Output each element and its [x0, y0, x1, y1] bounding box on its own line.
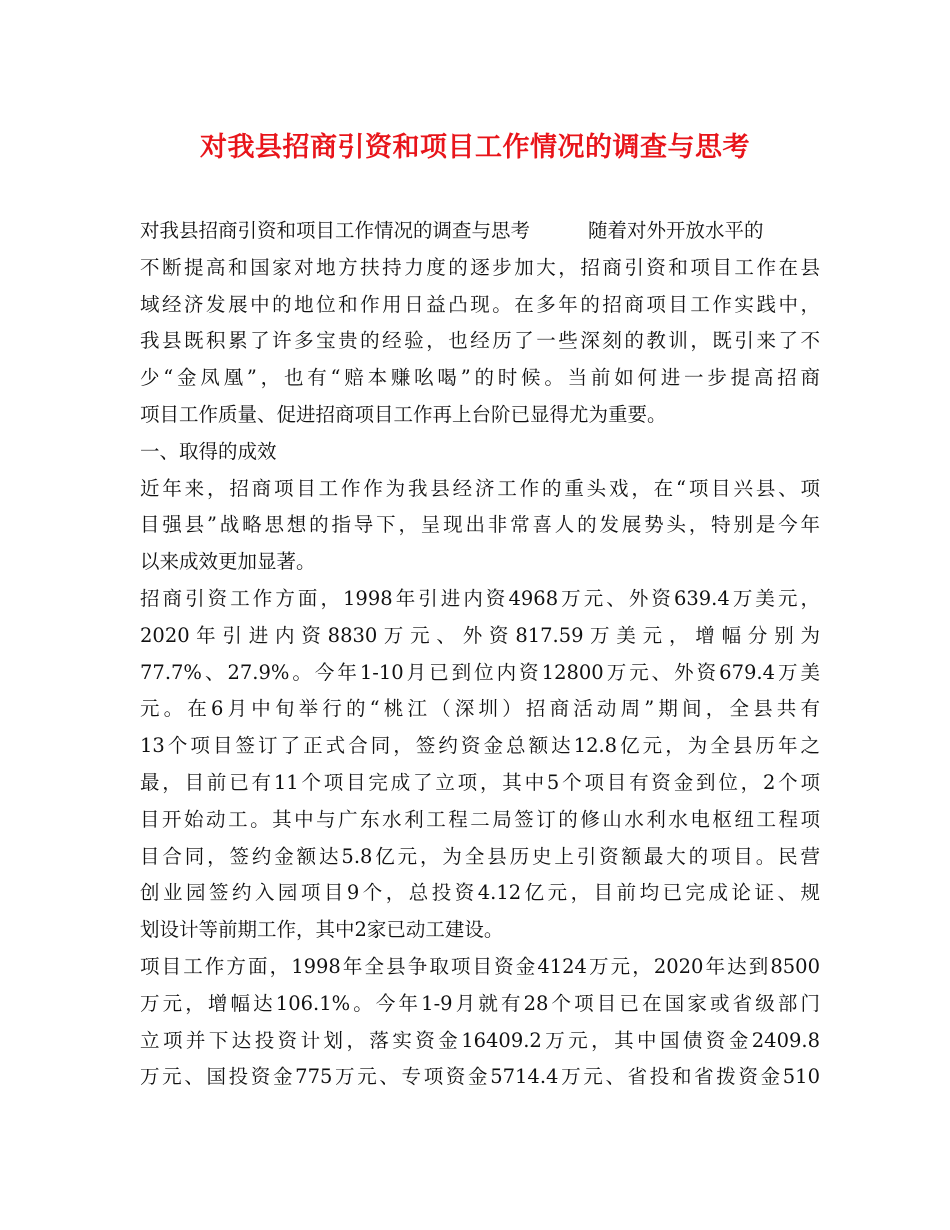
text-line: 域经济发展中的地位和作用日益凸现。在多年的招商项目工作实践中，: [140, 292, 820, 316]
paragraph-start: 随着对外开放水平的: [588, 219, 764, 242]
text-line: 项目工作方面，1998年全县争取项目资金4124万元，2020年达到8500: [140, 954, 820, 978]
text-line: 万元、国投资金775万元、专项资金5714.4万元、省投和省拨资金510: [140, 1065, 820, 1089]
text-line: 近年来，招商项目工作作为我县经济工作的重头戏，在“项目兴县、项: [140, 476, 820, 500]
text-line: 目合同，签约金额达5.8亿元，为全县历史上引资额最大的项目。民营: [140, 844, 820, 868]
text-line: [140, 213, 820, 250]
document-title: 对我县招商引资和项目工作情况的调查与思考: [200, 132, 750, 163]
text-line: 我县既积累了许多宝贵的经验，也经历了一些深刻的教训，既引来了不: [140, 329, 820, 353]
text-line: 以来成效更加显著。: [140, 550, 316, 574]
text-line: 项目工作质量、促进招商项目工作再上台阶已显得尤为重要。: [140, 402, 667, 426]
text-line: 元。在6月中旬举行的“桃江（深圳）招商活动周”期间，全县共有: [140, 697, 820, 721]
text-line: 2020 年 引 进 内 资 8830 万 元 、 外 资 817.59 万 美 元 ， 增 幅 分 别 为: [140, 623, 820, 647]
text-line: 创业园签约入园项目9个，总投资4.12亿元，目前均已完成论证、规: [140, 881, 820, 905]
text-line: 万元，增幅达106.1%。今年1-9月就有28个项目已在国家或省级部门: [140, 991, 820, 1015]
text-line: 目开始动工。其中与广东水利工程二局签订的修山水利水电枢纽工程项: [140, 807, 820, 831]
text-line: 少“金凤凰”，也有“赔本赚吆喝”的时候。当前如何进一步提高招商: [140, 366, 820, 390]
section-heading: 一、取得的成效: [140, 439, 277, 463]
text-line: 划设计等前期工作，其中2家已动工建设。: [140, 918, 504, 942]
text-line: 77.7%、27.9%。今年1-10月已到位内资12800万元、外资679.4万美: [140, 660, 820, 684]
text-line: 不断提高和国家对地方扶持力度的逐步加大，招商引资和项目工作在县: [140, 255, 820, 279]
inline-heading: 对我县招商引资和项目工作情况的调查与思考: [140, 219, 531, 242]
text-line: 13个项目签订了正式合同，签约资金总额达12.8亿元，为全县历年之: [140, 734, 820, 758]
text-line: 最，目前已有11个项目完成了立项，其中5个项目有资金到位，2个项: [140, 770, 820, 794]
text-line: 立项并下达投资计划，落实资金16409.2万元，其中国债资金2409.8: [140, 1028, 820, 1052]
text-line: 招商引资工作方面，1998年引进内资4968万元、外资639.4万美元，: [140, 586, 820, 610]
text-line: 目强县”战略思想的指导下，呈现出非常喜人的发展势头，特别是今年: [140, 513, 820, 537]
document-body: [140, 213, 820, 1096]
